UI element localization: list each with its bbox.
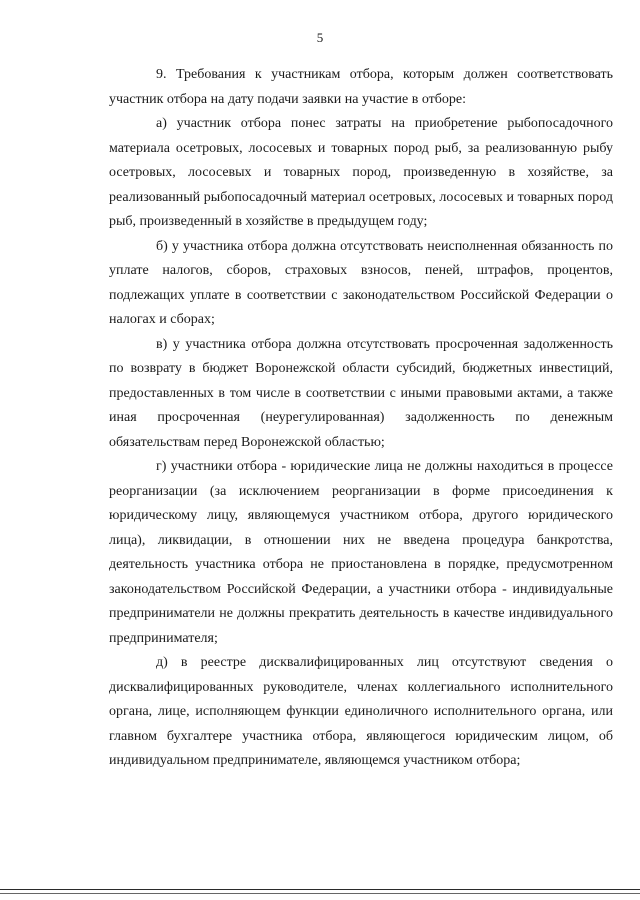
scan-edge-line-secondary [0,893,640,894]
page-number: 5 [316,30,324,45]
paragraph-item-b: б) у участника отбора должна отсутствовать неисполненная обязанность по уплате налогов, сборов, страховых взносов, пеней, штрафов, процентов, подлежащих уплате в соответствии с законодательством Российской Федерации о налогах и сборах; [109,238,613,327]
paragraph-requirements-intro: 9. Требования к участникам отбора, которым должен соответствовать участник отбора на дату подачи заявки на участие в отборе: [109,67,613,107]
paragraph-item-v: в) у участника отбора должна отсутствовать просроченная задолженность по возврату в бюджет Воронежской области субсидий, бюджетных инвестиций, предоставленных в том числе в соответствии с иными правовыми актами, а также иная просроченная (неурегулированная) задолженность по денежным обязательствам перед Воронежской областью; [109,336,613,450]
paragraph-item-a: а) участник отбора понес затраты на приобретение рыбопосадочного материала осетровых, лососевых и товарных пород рыб, за реализованную рыбу осетровых, лососевых и товарных пород, произведенную в хозяйстве, за реализованный рыбопосадочный материал осетровых, лососевых и товарных пород рыб, произведенный в хозяйстве в предыдущем году; [109,116,613,229]
paragraph-item-g: г) участники отбора - юридические лица не должны находиться в процессе реорганизации (за исключением реорганизации в форме присоединения к юридическому лицу, являющемуся участником отбора, другого юридического лица), ликвидации, в отношении них не введена процедура банкротства, деятельность участника отбора не приостановлена в порядке, предусмотренном законодательством Российской Федерации, а участники отбора - индивидуальные предприниматели не должны прекратить деятельность в качестве индивидуального предпринимателя; [109,459,613,646]
document-body [109,63,613,774]
paragraph-item-d: д) в реестре дисквалифицированных лиц отсутствуют сведения о дисквалифицированных руководителе, членах коллегиального исполнительного органа, лице, исполняющем функции единоличного исполнительного органа, или главном бухгалтере участника отбора, являющегося юридическим лицом, об индивидуальном предпринимателе, являющемся участником отбора; [109,655,613,768]
scan-edge-line [0,889,640,890]
